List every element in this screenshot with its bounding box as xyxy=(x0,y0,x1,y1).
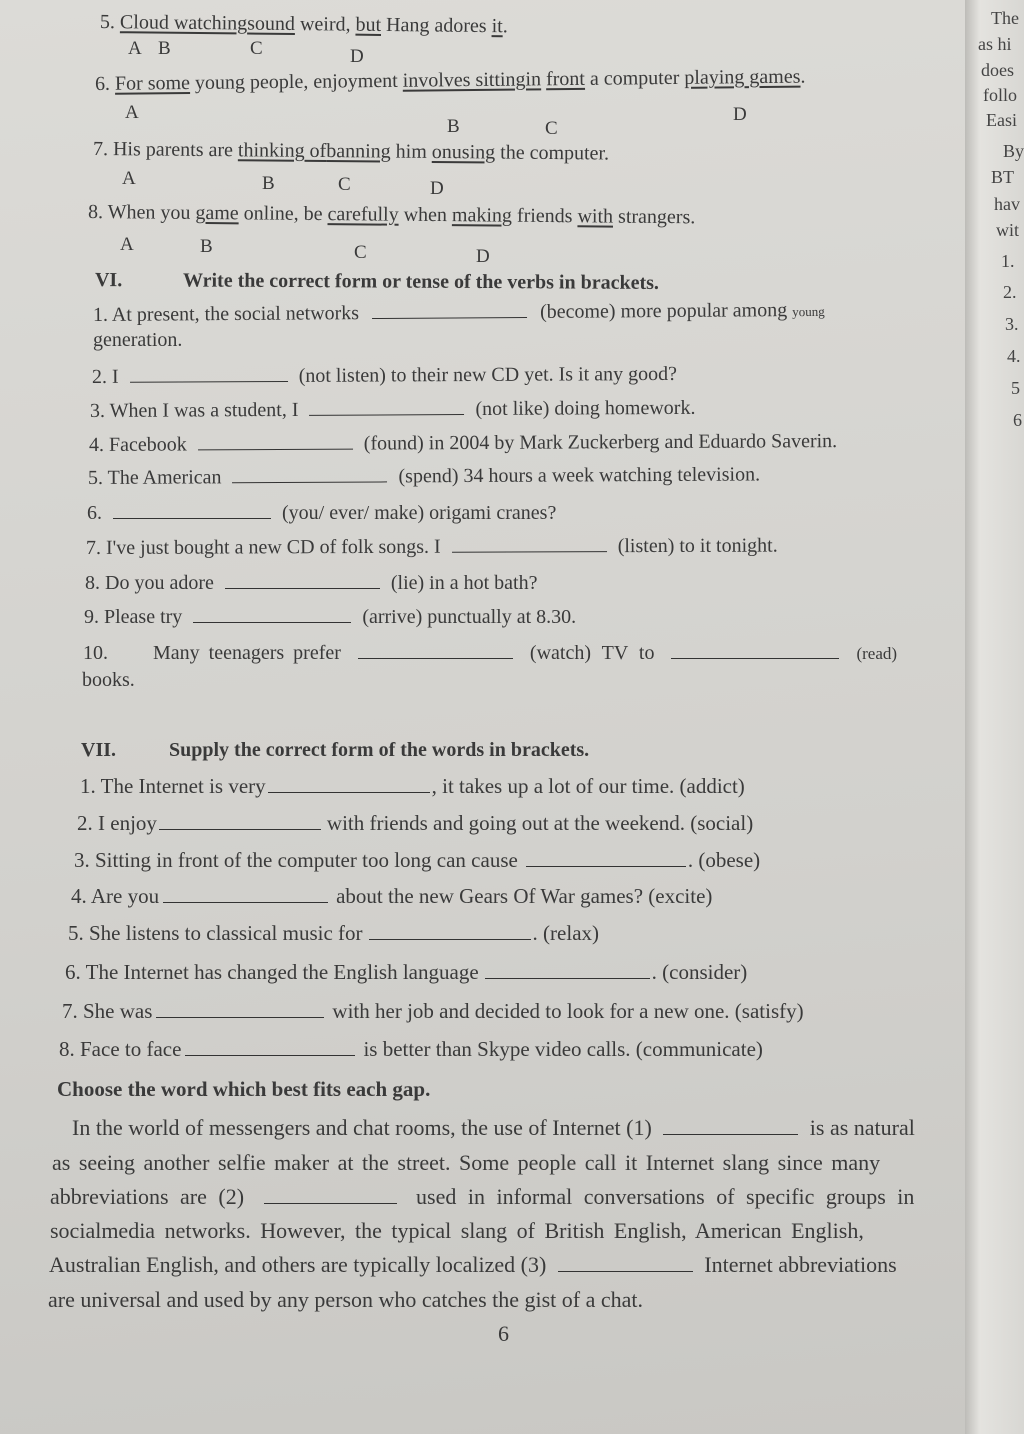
answer-blank[interactable] xyxy=(526,848,686,867)
answer-blank[interactable] xyxy=(452,533,607,553)
answer-blank[interactable] xyxy=(485,960,650,979)
passage-line-1: In the world of messengers and chat rooms, the use of Internet (1) is as natural xyxy=(72,1115,915,1140)
verb-item-10: 10. Many teenagers prefer (watch) TV to (read) xyxy=(83,642,898,664)
passage-line-3: abbreviations are (2) used in informal conversations of specific groups in xyxy=(50,1184,915,1209)
word-item-5: 5. She listens to classical music for . (relax) xyxy=(68,921,600,945)
answer-blank[interactable] xyxy=(193,604,351,623)
verb-item-8: 8. Do you adore (lie) in a hot bath? xyxy=(85,572,538,594)
answer-blank[interactable] xyxy=(159,811,321,830)
question-8: 8. When you game online, be carefully when making friends with strangers. xyxy=(87,201,696,229)
passage-line-2: as seeing another selfie maker at the street. Some people call it Internet slang since many xyxy=(52,1150,881,1175)
verb-item-10-cont: books. xyxy=(82,669,135,691)
answer-blank[interactable] xyxy=(198,431,353,451)
answer-blank-2[interactable] xyxy=(264,1185,397,1204)
answer-blank[interactable] xyxy=(225,570,380,589)
question-6: 6. For some young people, enjoyment involves sittingin front a computer playing games. xyxy=(94,65,806,95)
answer-blank-1[interactable] xyxy=(663,1116,798,1135)
options-7: A B C D xyxy=(122,168,444,199)
section-7-heading: VII. Supply the correct form of the words in brackets. xyxy=(81,739,590,761)
verb-item-2: 2. I (not listen) to their new CD yet. Is it any good? xyxy=(91,362,677,388)
adjacent-page-edge: The as hi does follo Easi By BT hav wit 1. 2. 3. 4. 5 6 xyxy=(965,0,1024,1434)
word-item-4: 4. Are you about the new Gears Of War games? (excite) xyxy=(71,884,713,908)
word-item-1: 1. The Internet is very , it takes up a lot of our time. (addict) xyxy=(80,774,745,798)
word-item-3: 3. Sitting in front of the computer too long can cause . (obese) xyxy=(74,848,761,872)
word-item-6: 6. The Internet has changed the English language . (consider) xyxy=(65,960,748,984)
verb-item-4: 4. Facebook (found) in 2004 by Mark Zuckerberg and Eduardo Saverin. xyxy=(88,430,838,456)
options-6: A B C D xyxy=(125,102,747,139)
word-item-2: 2. I enjoy with friends and going out at the weekend. (social) xyxy=(77,811,754,835)
section-6-heading: VI. Write the correct form or tense of the verbs in brackets. xyxy=(94,269,660,294)
verb-item-7: 7. I've just bought a new CD of folk songs. I (listen) to it tonight. xyxy=(85,534,778,559)
answer-blank[interactable] xyxy=(130,363,288,383)
word-item-8: 8. Face to face is better than Skype video calls. (communicate) xyxy=(59,1037,763,1061)
section-8-heading: Choose the word which best fits each gap. xyxy=(57,1077,431,1101)
verb-item-6: 6. (you/ ever/ make) origami cranes? xyxy=(87,502,557,524)
word-item-7: 7. She was with her job and decided to look for a new one. (satisfy) xyxy=(62,999,804,1023)
verb-item-5: 5. The American (spend) 34 hours a week watching television. xyxy=(87,463,761,489)
answer-blank[interactable] xyxy=(163,884,328,903)
answer-blank[interactable] xyxy=(156,999,324,1018)
passage-line-4: socialmedia networks. However, the typical slang of British English, American English, xyxy=(50,1218,864,1243)
options-8: A B C D xyxy=(120,234,490,267)
passage-line-6: are universal and used by any person who catches the gist of a chat. xyxy=(48,1287,644,1312)
answer-blank[interactable] xyxy=(369,921,531,940)
verb-item-1-cont: generation. xyxy=(93,329,183,351)
answer-blank[interactable] xyxy=(671,640,839,659)
page-number: 6 xyxy=(498,1321,509,1346)
answer-blank[interactable] xyxy=(358,640,513,659)
answer-blank[interactable] xyxy=(372,299,527,319)
answer-blank[interactable] xyxy=(309,396,464,416)
question-7: 7. His parents are thinking ofbanning him onusing the computer. xyxy=(92,138,610,165)
answer-blank-3[interactable] xyxy=(558,1253,693,1272)
verb-item-1: 1. At present, the social networks (become) more popular among young xyxy=(92,299,825,326)
answer-blank[interactable] xyxy=(113,500,271,519)
question-5: 5. Cloud watchingsound weird, but Hang adores it. xyxy=(99,11,508,38)
answer-blank[interactable] xyxy=(185,1037,355,1056)
options-5: A B C D xyxy=(128,38,364,67)
verb-item-9: 9. Please try (arrive) punctually at 8.30. xyxy=(84,606,577,628)
verb-item-3: 3. When I was a student, I (not like) doing homework. xyxy=(89,396,696,422)
answer-blank[interactable] xyxy=(268,774,430,793)
passage-line-5: Australian English, and others are typically localized (3) Internet abbreviations xyxy=(49,1252,897,1277)
answer-blank[interactable] xyxy=(232,463,387,483)
